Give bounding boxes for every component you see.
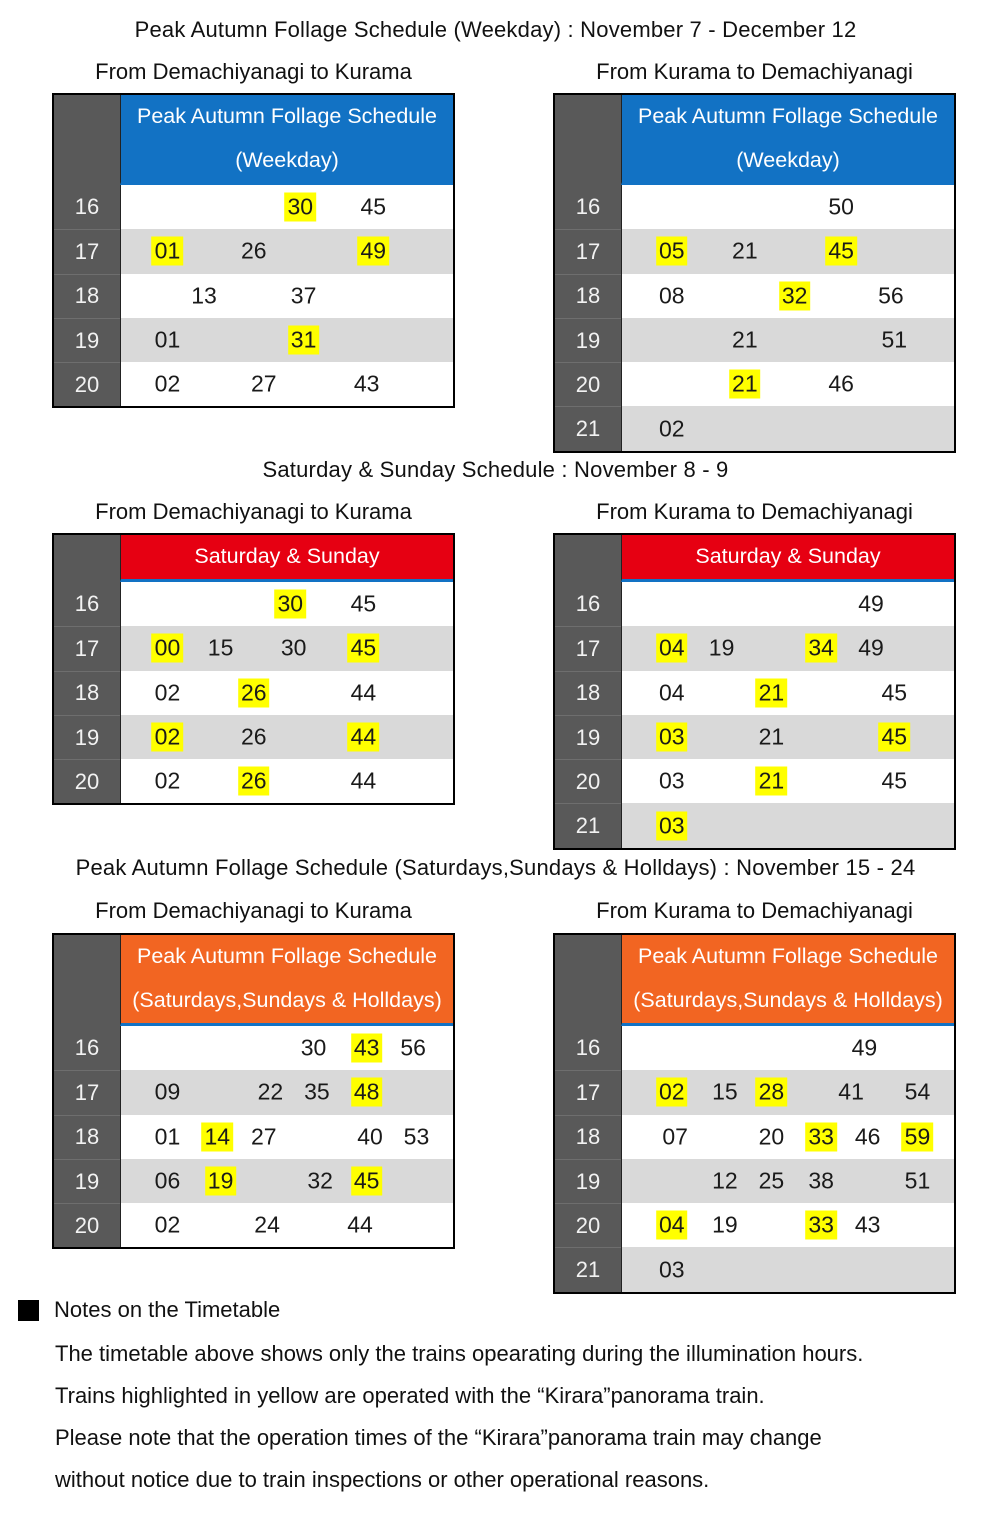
minutes-cell [120, 1203, 453, 1247]
timetable-header [621, 935, 954, 1026]
header-line: Peak Autumn Follage Schedule [136, 944, 437, 969]
timetable-header-row [54, 95, 453, 185]
hour-column-spacer [54, 95, 120, 185]
table-row [54, 1159, 453, 1203]
timetable-header-row [555, 95, 954, 185]
hour-cell: 16 [54, 185, 120, 229]
hour-cell: 19 [54, 1159, 120, 1203]
hour-cell: 18 [54, 1115, 120, 1159]
minutes-cell [621, 803, 954, 847]
time-value-kirara-highlight: 21 [756, 767, 788, 796]
time-value-kirara-highlight: 30 [284, 193, 316, 222]
time-value-kirara-highlight: 34 [805, 634, 837, 663]
minutes-cell [120, 185, 453, 229]
header-line: (Weekday) [235, 147, 339, 172]
timetable-header [621, 95, 954, 185]
timetable-header-row [54, 935, 453, 1026]
time-value: 01 [154, 1123, 181, 1150]
header-line: (Saturdays,Sundays & Holldays) [633, 988, 943, 1013]
hour-cell: 18 [54, 274, 120, 318]
time-value: 21 [732, 326, 758, 353]
time-value: 19 [712, 1211, 738, 1238]
hour-cell: 20 [54, 362, 120, 406]
minutes-cell [120, 229, 453, 273]
minutes-cell [621, 229, 954, 273]
hour-column-spacer [555, 95, 621, 185]
table-row [555, 1026, 954, 1070]
time-value-kirara-highlight: 21 [756, 678, 788, 707]
hour-column-spacer [555, 935, 621, 1026]
time-value: 12 [712, 1167, 738, 1194]
table-row [555, 229, 954, 273]
time-value-kirara-highlight: 01 [152, 237, 184, 266]
hour-cell: 20 [555, 759, 621, 803]
hour-column-spacer [54, 535, 120, 582]
note-line: without notice due to train inspections or other operational reasons. [55, 1467, 710, 1492]
time-value: 37 [290, 282, 317, 309]
time-value: 26 [241, 723, 267, 750]
hour-column-spacer [555, 535, 621, 582]
hour-cell: 19 [54, 715, 120, 759]
hour-cell: 18 [555, 274, 621, 318]
hour-cell: 20 [54, 759, 120, 803]
timetable-header [120, 535, 453, 582]
note-line: Trains highlighted in yellow are operated with the “Kirara”panorama train. [55, 1383, 765, 1408]
minutes-cell [621, 406, 954, 450]
hour-cell: 17 [555, 626, 621, 670]
notes-heading-row [18, 1297, 973, 1323]
time-value-kirara-highlight: 43 [351, 1034, 383, 1063]
timetable [52, 93, 455, 408]
hour-cell: 21 [555, 406, 621, 450]
time-value-kirara-highlight: 02 [152, 723, 184, 752]
timetable-header [120, 935, 453, 1026]
table-row [555, 1247, 954, 1291]
minutes-cell [621, 715, 954, 759]
time-value: 08 [659, 282, 685, 309]
time-value: 44 [350, 679, 377, 706]
time-value: 40 [357, 1123, 383, 1150]
time-value-kirara-highlight: 31 [288, 326, 320, 355]
minutes-cell [120, 759, 453, 803]
time-value-kirara-highlight: 21 [729, 370, 761, 399]
time-value: 22 [257, 1078, 284, 1105]
minutes-cell [621, 318, 954, 362]
time-value: 43 [353, 370, 380, 397]
table-row [54, 582, 453, 626]
hour-cell: 19 [555, 715, 621, 759]
hour-cell: 16 [555, 185, 621, 229]
time-value: 02 [154, 767, 181, 794]
table-row [54, 1115, 453, 1159]
time-value-kirara-highlight: 32 [779, 281, 811, 310]
table-row [555, 1115, 954, 1159]
time-value: 46 [828, 370, 854, 397]
time-value: 02 [154, 370, 181, 397]
direction-label: From Kurama to Demachiyanagi [596, 59, 913, 84]
hour-cell: 16 [54, 582, 120, 626]
time-value: 30 [280, 634, 307, 661]
hour-cell: 16 [54, 1026, 120, 1070]
timetable-header [621, 535, 954, 582]
time-value: 49 [851, 1034, 878, 1061]
timetable-header [120, 95, 453, 185]
minutes-cell [621, 759, 954, 803]
time-value: 45 [350, 590, 377, 617]
timetable [553, 933, 956, 1294]
time-value-kirara-highlight: 30 [275, 590, 307, 619]
time-value: 02 [154, 679, 181, 706]
minutes-cell [120, 1070, 453, 1114]
table-row [555, 803, 954, 847]
table-row [555, 671, 954, 715]
hour-cell: 20 [555, 362, 621, 406]
time-value: 54 [904, 1078, 931, 1105]
time-value: 21 [732, 237, 758, 264]
note-line: Please note that the operation times of the “Kirara”panorama train may change [55, 1425, 822, 1450]
hour-cell: 19 [54, 318, 120, 362]
hour-cell: 17 [54, 626, 120, 670]
table-row [54, 1203, 453, 1247]
hour-cell: 17 [54, 229, 120, 273]
timetable [553, 533, 956, 850]
time-value: 30 [300, 1034, 327, 1061]
time-value: 41 [838, 1078, 864, 1105]
time-value: 56 [400, 1034, 426, 1061]
time-value: 45 [881, 767, 908, 794]
time-value-kirara-highlight: 49 [358, 237, 390, 266]
minutes-cell [120, 1026, 453, 1070]
timetable-header-row [555, 935, 954, 1026]
time-value-kirara-highlight: 48 [351, 1078, 383, 1107]
table-row [54, 1070, 453, 1114]
table-row [54, 229, 453, 273]
time-value: 03 [659, 767, 685, 794]
time-value: 04 [659, 679, 685, 706]
minutes-cell [621, 362, 954, 406]
header-line: (Saturdays,Sundays & Holldays) [132, 988, 442, 1013]
time-value-kirara-highlight: 45 [825, 237, 857, 266]
table-row [54, 274, 453, 318]
table-row [54, 715, 453, 759]
time-value-kirara-highlight: 33 [805, 1211, 837, 1240]
section-title: Peak Autumn Follage Schedule (Weekday) : November 7 - December 12 [134, 17, 857, 42]
minutes-cell [621, 582, 954, 626]
time-value: 19 [708, 634, 735, 661]
time-value-kirara-highlight: 19 [205, 1167, 237, 1196]
time-value-kirara-highlight: 04 [656, 634, 688, 663]
time-value-kirara-highlight: 03 [656, 811, 688, 840]
section-title: Saturday & Sunday Schedule : November 8 - 9 [262, 457, 729, 482]
time-value: 45 [360, 193, 387, 220]
time-value: 15 [207, 634, 234, 661]
minutes-cell [621, 1203, 954, 1247]
hour-cell: 21 [555, 1247, 621, 1291]
header-line: Peak Autumn Follage Schedule [637, 944, 938, 969]
time-value-kirara-highlight: 04 [656, 1211, 688, 1240]
hour-cell: 17 [555, 229, 621, 273]
time-value: 45 [881, 679, 908, 706]
time-value-kirara-highlight: 00 [152, 634, 184, 663]
time-value: 02 [154, 1211, 181, 1238]
header-line: Peak Autumn Follage Schedule [637, 104, 938, 128]
time-value: 38 [808, 1167, 834, 1194]
section-title: Peak Autumn Follage Schedule (Saturdays,Sundays & Holldays) : November 15 - 24 [75, 855, 916, 880]
minutes-cell [621, 185, 954, 229]
minutes-cell [621, 1115, 954, 1159]
time-value: 15 [712, 1078, 738, 1105]
hour-cell: 18 [54, 671, 120, 715]
time-value: 50 [828, 193, 854, 220]
timetable [52, 533, 455, 805]
timetable-header-row [555, 535, 954, 582]
time-value: 51 [881, 326, 908, 353]
table-row [555, 1070, 954, 1114]
minutes-cell [621, 274, 954, 318]
minutes-cell [120, 715, 453, 759]
time-value: 06 [154, 1167, 181, 1194]
time-value: 44 [350, 767, 377, 794]
table-row [555, 626, 954, 670]
hour-column-spacer [54, 935, 120, 1026]
time-value-kirara-highlight: 05 [656, 237, 688, 266]
hour-cell: 21 [555, 803, 621, 847]
time-value-kirara-highlight: 45 [878, 723, 910, 752]
table-row [555, 362, 954, 406]
time-value-kirara-highlight: 03 [656, 723, 688, 752]
time-value: 43 [854, 1211, 881, 1238]
hour-cell: 16 [555, 582, 621, 626]
time-value: 35 [304, 1078, 330, 1105]
time-value: 49 [858, 634, 884, 661]
table-row [555, 582, 954, 626]
table-row [54, 759, 453, 803]
table-row [54, 318, 453, 362]
direction-label: From Demachiyanagi to Kurama [95, 499, 412, 524]
table-row [555, 406, 954, 450]
time-value: 09 [154, 1078, 181, 1105]
time-value-kirara-highlight: 45 [348, 634, 380, 663]
table-row [54, 671, 453, 715]
table-row [555, 185, 954, 229]
minutes-cell [120, 582, 453, 626]
hour-cell: 18 [555, 671, 621, 715]
table-row [54, 1026, 453, 1070]
time-value: 46 [854, 1123, 881, 1150]
header-line: (Weekday) [736, 147, 840, 172]
notes-lines [18, 1342, 973, 1491]
minutes-cell [120, 1115, 453, 1159]
minutes-cell [120, 671, 453, 715]
minutes-cell [120, 318, 453, 362]
minutes-cell [120, 362, 453, 406]
hour-cell: 18 [555, 1115, 621, 1159]
timetable [553, 93, 956, 453]
notes-section [18, 1297, 973, 1491]
time-value: 01 [154, 326, 181, 353]
timetable-header-row [54, 535, 453, 582]
table-row [54, 362, 453, 406]
time-value-kirara-highlight: 28 [756, 1078, 788, 1107]
minutes-cell [120, 626, 453, 670]
table-row [555, 759, 954, 803]
direction-label: From Kurama to Demachiyanagi [596, 898, 913, 923]
header-line: Saturday & Sunday [695, 544, 881, 569]
hour-cell: 17 [54, 1070, 120, 1114]
header-line: Peak Autumn Follage Schedule [136, 104, 437, 128]
time-value: 56 [878, 282, 904, 309]
table-row [555, 1159, 954, 1203]
minutes-cell [621, 1070, 954, 1114]
time-value: 03 [659, 1256, 685, 1283]
minutes-cell [621, 1026, 954, 1070]
time-value: 27 [250, 370, 277, 397]
hour-cell: 20 [555, 1203, 621, 1247]
time-value: 27 [250, 1123, 277, 1150]
note-line: The timetable above shows only the trains opearating during the illumination hours. [55, 1341, 864, 1366]
minutes-cell [621, 671, 954, 715]
minutes-cell [621, 626, 954, 670]
time-value: 49 [858, 590, 884, 617]
minutes-cell [621, 1159, 954, 1203]
time-value: 13 [191, 282, 217, 309]
hour-cell: 19 [555, 318, 621, 362]
time-value: 53 [403, 1123, 430, 1150]
table-row [54, 185, 453, 229]
time-value: 20 [758, 1123, 785, 1150]
direction-label: From Demachiyanagi to Kurama [95, 59, 412, 84]
time-value-kirara-highlight: 45 [351, 1167, 383, 1196]
time-value: 44 [347, 1211, 373, 1238]
minutes-cell [120, 274, 453, 318]
timetable [52, 933, 455, 1249]
time-value: 02 [659, 415, 685, 442]
time-value: 21 [758, 723, 785, 750]
time-value-kirara-highlight: 14 [201, 1122, 233, 1151]
time-value: 26 [241, 237, 267, 264]
time-value-kirara-highlight: 59 [902, 1122, 934, 1151]
table-row [555, 715, 954, 759]
table-row [54, 626, 453, 670]
hour-cell: 20 [54, 1203, 120, 1247]
hour-cell: 17 [555, 1070, 621, 1114]
time-value: 51 [904, 1167, 931, 1194]
notes-heading: Notes on the Timetable [54, 1297, 281, 1322]
time-value-kirara-highlight: 02 [656, 1078, 688, 1107]
direction-label: From Kurama to Demachiyanagi [596, 499, 913, 524]
header-line: Saturday & Sunday [194, 544, 380, 569]
black-square-bullet-icon [18, 1300, 39, 1321]
hour-cell: 16 [555, 1026, 621, 1070]
table-row [555, 1203, 954, 1247]
time-value-kirara-highlight: 26 [238, 678, 270, 707]
direction-label: From Demachiyanagi to Kurama [95, 898, 412, 923]
table-row [555, 274, 954, 318]
time-value: 07 [662, 1123, 688, 1150]
time-value: 24 [254, 1211, 280, 1238]
table-row [555, 318, 954, 362]
time-value: 32 [307, 1167, 333, 1194]
minutes-cell [120, 1159, 453, 1203]
time-value-kirara-highlight: 26 [238, 767, 270, 796]
time-value-kirara-highlight: 44 [348, 723, 380, 752]
time-value-kirara-highlight: 33 [805, 1122, 837, 1151]
minutes-cell [621, 1247, 954, 1291]
time-value: 25 [758, 1167, 785, 1194]
hour-cell: 19 [555, 1159, 621, 1203]
